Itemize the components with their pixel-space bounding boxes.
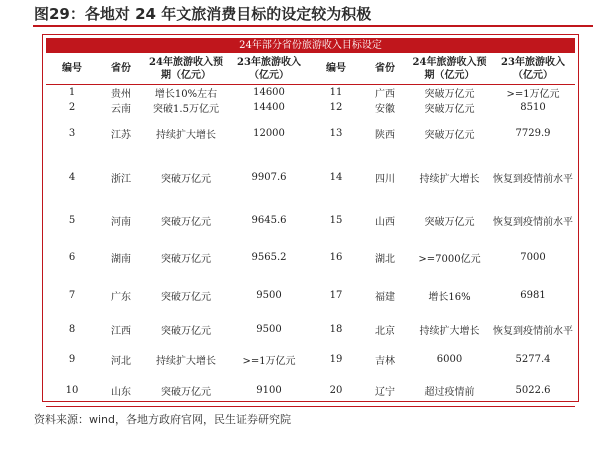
cell-2024-target: 突破万亿元 (161, 291, 211, 303)
cell-2023-revenue: 12000 (253, 128, 285, 139)
cell-2024-target: 6000 (436, 354, 463, 365)
cell-2024-target: 增长16% (428, 291, 471, 303)
cell-province: 广西 (375, 89, 395, 100)
table-row (46, 239, 575, 276)
cell-number: 12 (329, 102, 343, 113)
cell-number: 19 (329, 354, 343, 365)
cell-2024-target: 突破万亿元 (161, 325, 211, 337)
cell-2023-revenue: 9100 (228, 375, 310, 406)
cell-2023-revenue: 9907.6 (251, 171, 287, 183)
cell-2023-revenue: 恢复到疫情前水平 (493, 173, 573, 185)
cell-2024-target: 突破万亿元 (424, 217, 475, 228)
cell-2023-revenue: 6981 (520, 289, 546, 301)
title-divider (33, 25, 593, 27)
cell-number: 6 (68, 252, 76, 263)
cell-number: 4 (68, 171, 76, 183)
figure-title: 图29：各地对 24 年文旅消费目标的设定较为积极 (34, 5, 372, 23)
header-2024-target: 24年旅游收入预期（亿元） (408, 53, 491, 85)
cell-number: 10 (46, 375, 98, 406)
cell-2023-revenue: 14600 (253, 87, 285, 98)
cell-2023-revenue: 7729.9 (515, 128, 551, 139)
cell-province: 陕西 (375, 130, 395, 141)
cell-2024-target: 突破万亿元 (161, 173, 211, 185)
cell-2024-target: 突破万亿元 (424, 130, 475, 141)
cell-province: 河南 (111, 217, 131, 228)
table-row (46, 152, 575, 202)
cell-2024-target: 持续扩大增长 (156, 356, 216, 367)
table-row (46, 344, 575, 375)
header-2023-revenue: 23年旅游收入（亿元） (228, 53, 310, 85)
cell-number: 16 (329, 252, 343, 263)
cell-province: 辽宁 (362, 375, 408, 406)
cell-number: 18 (329, 323, 343, 335)
cell-province: 北京 (375, 325, 395, 337)
cell-2023-revenue: >=1万亿元 (242, 356, 296, 367)
cell-2023-revenue: 9645.6 (251, 215, 287, 226)
header-number: 编号 (46, 53, 98, 85)
cell-2024-target: 突破1.5万亿元 (153, 104, 219, 115)
cell-province: 云南 (111, 104, 131, 115)
cell-2023-revenue: >=1万亿元 (506, 89, 560, 100)
cell-province: 安徽 (375, 104, 395, 115)
cell-2023-revenue: 7000 (520, 252, 546, 263)
cell-province: 山西 (375, 217, 395, 228)
header-2024-target: 24年旅游收入预期（亿元） (144, 53, 228, 85)
cell-province: 江苏 (111, 130, 131, 141)
table-caption: 24年部分省份旅游收入目标设定 (46, 38, 575, 53)
cell-2024-target: 持续扩大增长 (156, 130, 216, 141)
cell-2024-target: 突破万亿元 (424, 104, 475, 115)
cell-2024-target: 超过疫情前 (408, 375, 491, 406)
cell-province: 河北 (111, 356, 131, 367)
cell-2024-target: >=7000亿元 (418, 254, 481, 265)
cell-province: 广东 (111, 291, 131, 303)
cell-number: 9 (68, 354, 76, 365)
table-row (46, 115, 575, 152)
cell-2024-target: 持续扩大增长 (419, 173, 480, 185)
source-note: 资料来源：wind，各地方政府官网，民生证券研究院 (34, 413, 292, 426)
cell-number: 3 (68, 128, 76, 139)
cell-province: 福建 (375, 291, 395, 303)
header-2023-revenue: 23年旅游收入（亿元） (491, 53, 575, 85)
cell-province: 江西 (111, 325, 131, 337)
cell-number: 13 (329, 128, 343, 139)
cell-2024-target: 突破万亿元 (424, 89, 475, 100)
cell-number: 17 (329, 289, 343, 301)
cell-2023-revenue: 14400 (253, 102, 285, 113)
cell-number: 5 (68, 215, 76, 226)
cell-2023-revenue: 9500 (256, 323, 282, 335)
table-header-row (46, 53, 575, 85)
header-province: 省份 (98, 53, 144, 85)
cell-province: 浙江 (111, 173, 131, 185)
cell-province: 山东 (98, 375, 144, 406)
cell-province: 湖南 (111, 254, 131, 265)
table-row (46, 202, 575, 239)
cell-province: 贵州 (111, 89, 131, 100)
cell-number: 8 (68, 323, 76, 335)
cell-2024-target: 持续扩大增长 (419, 325, 480, 337)
cell-2023-revenue: 5022.6 (491, 375, 575, 406)
cell-2024-target: 突破万亿元 (144, 375, 228, 406)
table-row (46, 85, 575, 101)
header-number: 编号 (310, 53, 362, 85)
table-row (46, 314, 575, 344)
cell-province: 吉林 (375, 356, 395, 367)
cell-2023-revenue: 5277.4 (515, 354, 551, 365)
cell-2023-revenue: 9565.2 (251, 252, 287, 263)
cell-province: 四川 (375, 173, 395, 185)
cell-number: 20 (310, 375, 362, 406)
cell-number: 1 (68, 87, 76, 98)
table-row (46, 100, 575, 115)
tourism-revenue-table (46, 53, 575, 407)
cell-2024-target: 突破万亿元 (161, 217, 211, 228)
cell-number: 15 (329, 215, 343, 226)
cell-number: 11 (329, 87, 343, 98)
cell-2024-target: 突破万亿元 (161, 254, 211, 265)
cell-province: 湖北 (375, 254, 395, 265)
cell-2023-revenue: 9500 (256, 289, 282, 301)
cell-2023-revenue: 恢复到疫情前水平 (493, 217, 573, 228)
cell-2023-revenue: 8510 (520, 102, 546, 113)
header-province: 省份 (362, 53, 408, 85)
cell-2024-target: 增长10%左右 (154, 89, 218, 100)
cell-number: 2 (68, 102, 76, 113)
cell-number: 14 (329, 171, 343, 183)
table-row (46, 276, 575, 314)
cell-2023-revenue: 恢复到疫情前水平 (493, 325, 573, 337)
cell-number: 7 (68, 289, 76, 301)
table-row (46, 375, 575, 406)
